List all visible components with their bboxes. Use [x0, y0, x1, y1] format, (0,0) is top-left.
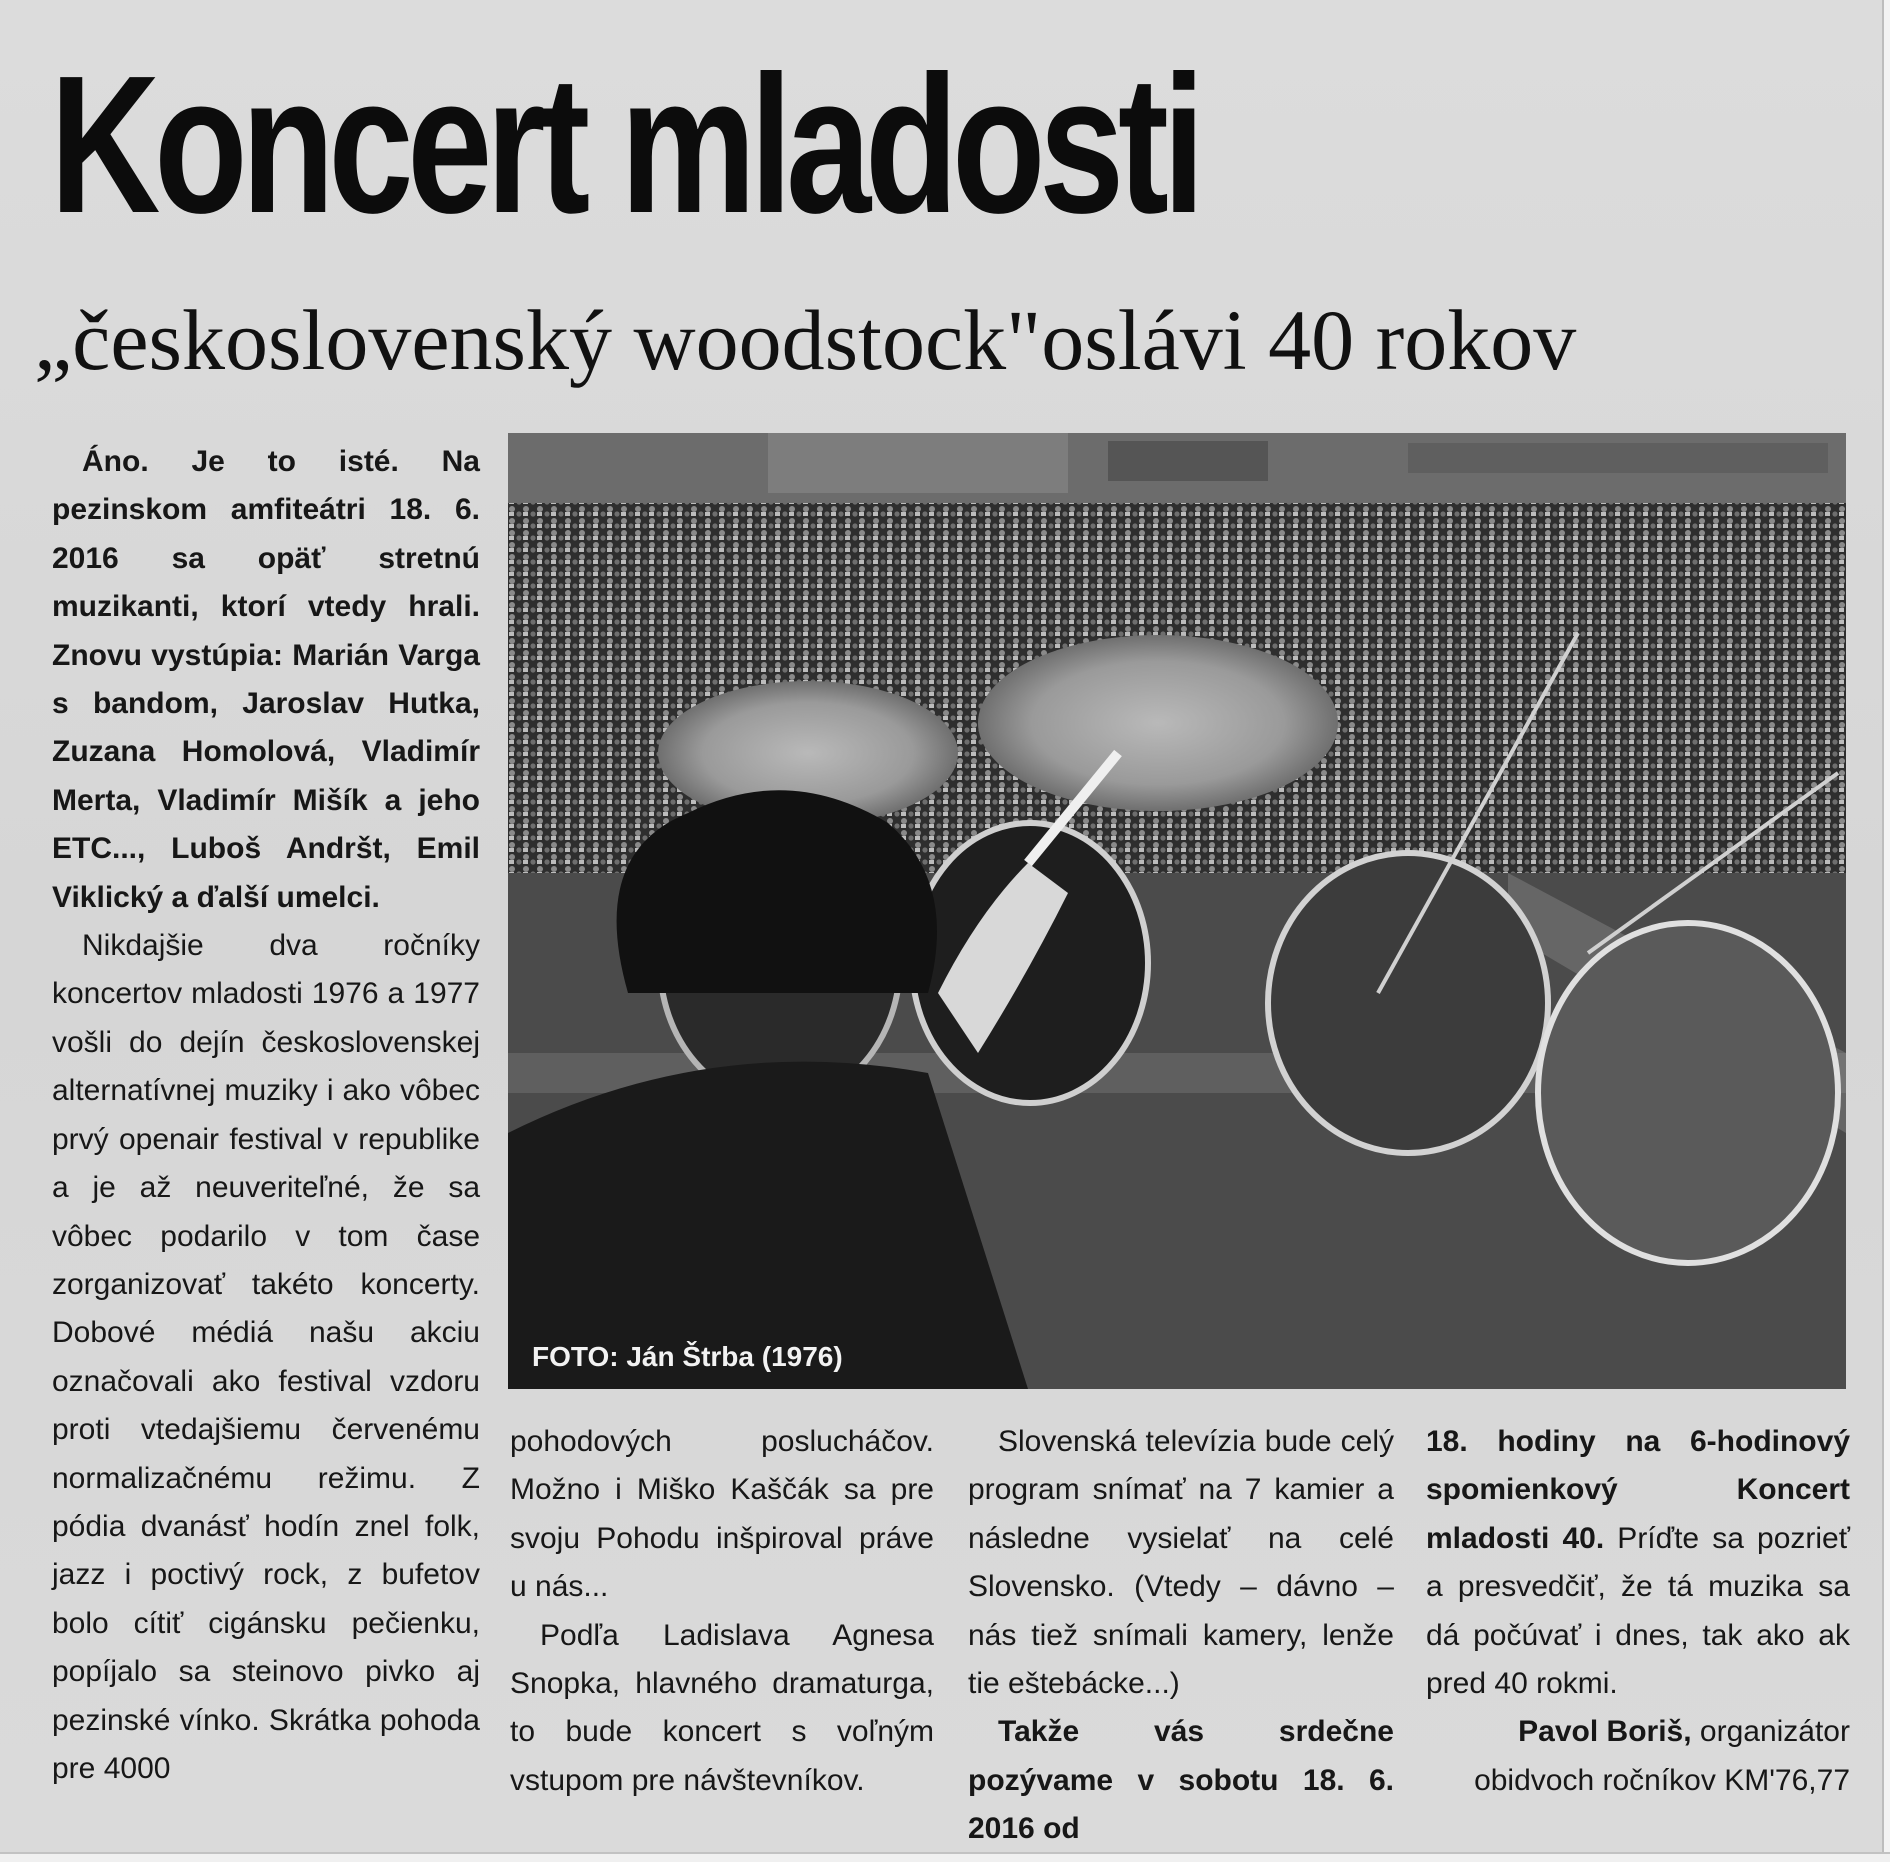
concert-photo: [508, 433, 1846, 1389]
body-paragraph: [1426, 1418, 1850, 1708]
subheadline: „československý woodstock"oslávi 40 rokov: [34, 292, 1577, 388]
invitation-text: Príďte sa pozrieť a presvedčiť, že tá muzika sa dá počúvať i dnes, tak ako ak pred 40 rokmi.: [1426, 1521, 1850, 1701]
author-role: organizátor obidvoch ročníkov KM'76,77: [1474, 1715, 1850, 1797]
page-edge-bottom: [0, 1852, 1890, 1862]
article-column-2: [510, 1418, 934, 1805]
body-paragraph: Slovenská televízia bude celý program snímať na 7 kamier a následne vysielať na celé Slovensko. (Vtedy – dávno – nás tiež snímali kamery, lenže tie eštebácke...): [968, 1425, 1394, 1701]
drummer-photo-illustration: [508, 433, 1846, 1389]
invitation-paragraph: Takže vás srdečne pozývame v sobotu 18. 6. 2016 od: [968, 1715, 1394, 1846]
author-signature: [1426, 1708, 1850, 1805]
signature-line: [1426, 1708, 1850, 1805]
lead-paragraph: Áno. Je to isté. Na pezinskom amfiteátri 18. 6. 2016 sa opäť stretnú muzikanti, ktorí vtedy hrali. Znovu vystúpia: Marián Varga s bandom, Jaroslav Hutka, Zuzana Homolová, Vladimír Merta, Vladimír Mišík a jeho ETC..., Luboš Andršt, Emil Viklický a ďalší umelci.: [52, 445, 480, 914]
article-column-3: [968, 1418, 1394, 1854]
invitation-bold: 18. hodiny na 6-hodinový spomienkový Koncert mladosti 40.: [1426, 1425, 1850, 1555]
body-paragraph: pohodových poslucháčov. Možno i Miško Kaščák sa pre svoju Pohodu inšpiroval práve u nás...: [510, 1425, 934, 1604]
page-edge-right: [1882, 0, 1890, 1862]
headline: Koncert mladosti: [50, 35, 1199, 254]
body-paragraph: Podľa Ladislava Agnesa Snopka, hlavného dramaturga, to bude koncert s voľným vstupom pre návštevníkov.: [510, 1618, 934, 1797]
author-name: Pavol Boriš,: [1518, 1715, 1692, 1749]
article-column-1: [52, 438, 480, 1793]
body-paragraph: Nikdajšie dva ročníky koncertov mladosti 1976 a 1977 vošli do dejín československej alternatívnej muziky i ako vôbec prvý openair festival v republike a je až neuveriteľné, že sa vôbec podarilo v tom čase zorganizovať takéto koncerty. Dobové médiá našu akciu označovali ako festival vzdoru proti vtedajšiemu červenému normalizačnému režimu. Z pódia dvanásť hodín znel folk, jazz i poctivý rock, z bufetov bolo cítiť cigánsku pečienku, popíjalo sa steinovo pivko aj pezinské vínko. Skrátka pohoda pre 4000: [52, 929, 480, 1785]
photo-credit: FOTO: Ján Štrba (1976): [532, 1341, 843, 1372]
article-column-4: [1426, 1418, 1850, 1805]
